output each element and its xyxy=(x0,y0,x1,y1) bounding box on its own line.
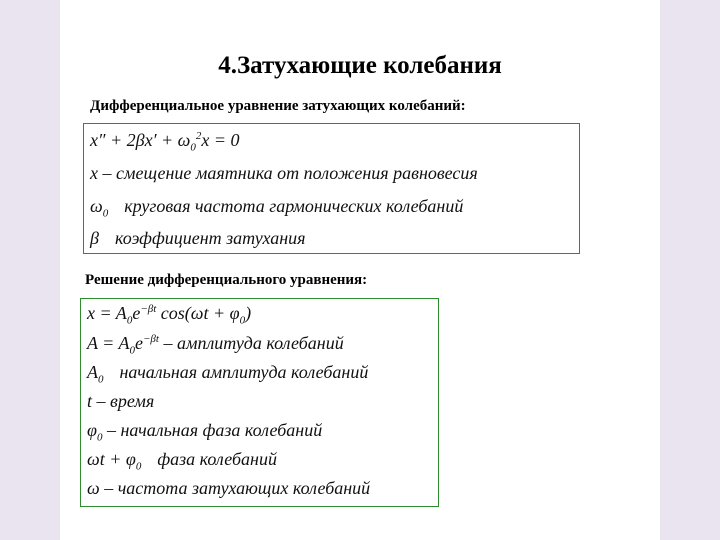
row-symbol: ω xyxy=(90,196,103,216)
row-text: круговая частота гармонических колебаний xyxy=(124,196,464,216)
row-symbol: β xyxy=(90,228,99,248)
equation-sup: 2 xyxy=(195,130,202,142)
amplitude-lhs: A = A xyxy=(87,333,130,353)
solution-equation xyxy=(87,303,251,327)
definition-row-beta xyxy=(90,228,306,249)
amplitude-equation xyxy=(87,333,344,357)
row-symbol-sub: 0 xyxy=(102,207,109,220)
row-symbol-sub: 0 xyxy=(98,373,104,386)
solution-lhs: x = A xyxy=(87,303,127,323)
section2-heading: Решение дифференциального уравнения: xyxy=(85,272,368,288)
row-symbol: ω xyxy=(87,478,100,498)
row-text: – начальная фаза колебаний xyxy=(102,420,323,440)
definition-row-omega xyxy=(87,478,370,499)
row-symbol: x xyxy=(90,163,98,183)
differential-equation-box xyxy=(83,123,580,254)
definition-row-t xyxy=(87,391,154,412)
solution-cos: cos(ωt + φ xyxy=(160,303,240,323)
row-symbol: t xyxy=(87,391,93,411)
amplitude-lhs-sub: 0 xyxy=(129,344,135,357)
solution-cos-sub: 0 xyxy=(239,314,246,327)
definition-row-phase xyxy=(87,449,277,473)
amplitude-text: – амплитуда колебаний xyxy=(158,333,344,353)
equation-tail: x = 0 xyxy=(201,130,240,150)
solution-exp: −βt xyxy=(140,303,157,315)
equation-main: x″ + 2βx′ + ω xyxy=(90,130,191,150)
solution-e: e xyxy=(132,303,141,323)
differential-equation xyxy=(90,130,240,154)
definition-row-x xyxy=(90,163,478,184)
solution-box xyxy=(80,298,439,507)
definition-row-omega0 xyxy=(90,196,463,220)
section1-heading: Дифференциальное уравнение затухающих колебаний: xyxy=(90,98,466,114)
solution-lhs-sub: 0 xyxy=(126,314,133,327)
row-text: – частота затухающих колебаний xyxy=(99,478,371,498)
row-text: начальная амплитуда колебаний xyxy=(119,362,369,382)
equation-sub: 0 xyxy=(190,141,196,154)
row-text: – время xyxy=(92,391,155,411)
amplitude-exp: −βt xyxy=(143,333,159,345)
row-text: коэффициент затухания xyxy=(114,228,306,248)
definition-row-phi0 xyxy=(87,420,322,444)
row-symbol: A xyxy=(87,362,98,382)
row-symbol: ωt + φ xyxy=(87,449,136,469)
row-text: – смещение маятника от положения равновесия xyxy=(98,163,478,183)
solution-close: ) xyxy=(245,303,252,323)
row-symbol-sub: 0 xyxy=(96,431,103,444)
slide-title: 4.Затухающие колебания xyxy=(218,52,502,79)
definition-row-a0 xyxy=(87,362,368,386)
row-symbol: φ xyxy=(87,420,97,440)
amplitude-e: e xyxy=(135,333,143,353)
row-text: фаза колебаний xyxy=(157,449,277,469)
row-symbol-sub: 0 xyxy=(135,460,142,473)
